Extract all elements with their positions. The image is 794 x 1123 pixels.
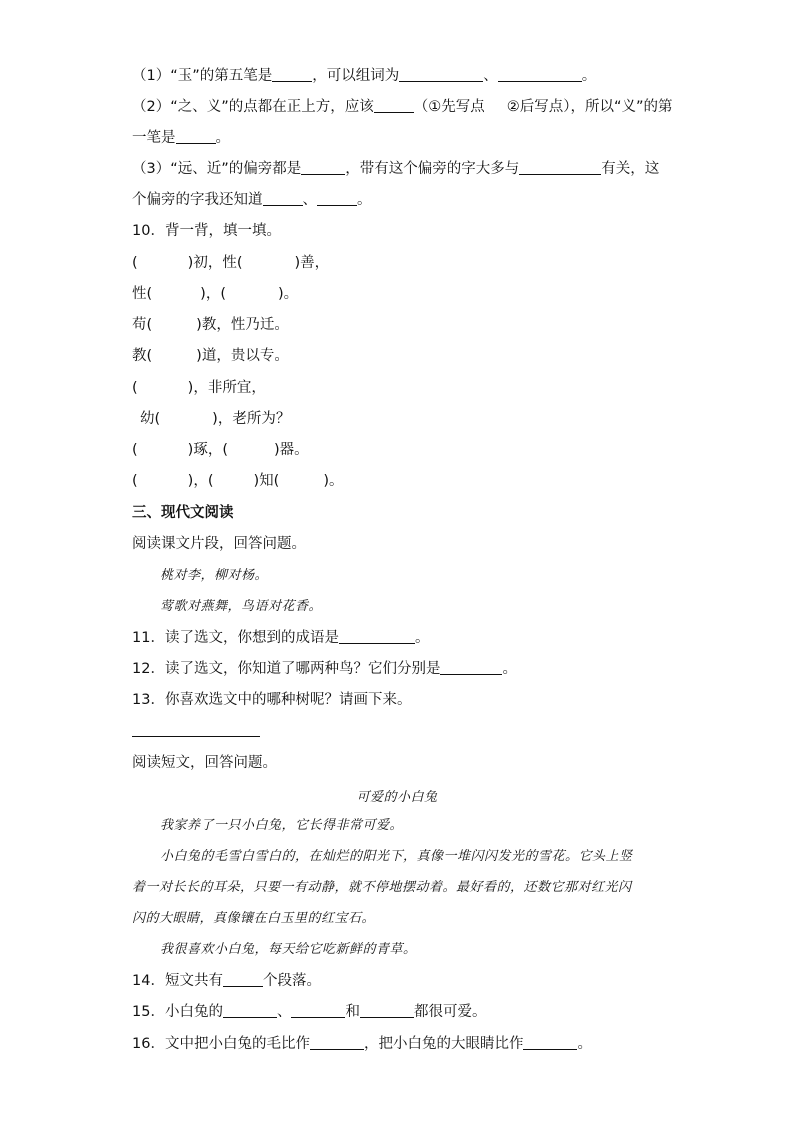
q13: 13．你喜欢选文中的哪种树呢？请画下来。: [132, 692, 412, 708]
q9-sub2-paren: （: [413, 99, 429, 115]
story-paragraph-2-line-2: 着一对长长的耳朵，只要一有动静，就不停地摆动着。最好看的，还数它那对红光闪: [132, 880, 632, 895]
q16: [132, 1034, 592, 1054]
answer-blank[interactable]: [339, 629, 415, 644]
story-title: 可爱的小白兔: [356, 790, 438, 805]
q16-text2: ，把小白兔的大眼睛比作: [363, 1036, 524, 1052]
q10-text: )。: [278, 286, 299, 302]
q15-and: 和: [345, 1004, 360, 1020]
q9-sub1-text: （1）“玉”的第五笔是: [132, 68, 273, 84]
q10-text: )教，性乃迁。: [196, 317, 289, 333]
answer-blank[interactable]: [223, 1003, 277, 1018]
q15-text: 15．小白兔的: [132, 1004, 223, 1020]
q9-sub2-text: （2）“之、义”的点都在正上方，应该: [132, 99, 374, 115]
q9-sub1-end: 。: [581, 68, 597, 84]
answer-blank[interactable]: [291, 1003, 345, 1018]
q10-line2: [132, 284, 298, 304]
q15-end: 都很可爱。: [413, 1004, 487, 1020]
q11: [132, 628, 429, 648]
q15-sep: 、: [276, 1004, 292, 1020]
q10-line1: [132, 253, 329, 273]
answer-blank[interactable]: [519, 160, 601, 175]
reading-instruction-2: 阅读短文，回答问题。: [132, 755, 277, 771]
q10-text: )，老所为？: [212, 411, 291, 427]
answer-blank[interactable]: [523, 1035, 577, 1050]
q16-end: 。: [577, 1036, 592, 1052]
q10-line3: [132, 315, 289, 335]
q12-text: 12．读了选文，你知道了哪两种鸟？它们分别是: [132, 661, 441, 677]
q10-text: 性(: [132, 286, 153, 302]
answer-blank[interactable]: [317, 191, 357, 206]
answer-blank[interactable]: [498, 67, 582, 82]
answer-blank[interactable]: [360, 1003, 414, 1018]
q10-text: 幼(: [140, 411, 161, 427]
q9-sub1-text2: ，可以组词为: [312, 68, 400, 84]
paren: (: [132, 442, 138, 458]
q9-sub2-option1: ①先写点: [428, 99, 485, 115]
q10-text: )。: [323, 473, 344, 489]
drawing-answer-line[interactable]: [132, 736, 260, 737]
q14-text: 14．短文共有: [132, 973, 223, 989]
q10-text: )，(: [200, 286, 226, 302]
q9-sub2-end: 。: [215, 130, 230, 146]
q10-line8: [132, 471, 344, 491]
q15: [132, 1002, 486, 1022]
section3-heading: 三、现代文阅读: [132, 505, 234, 521]
q10-line4: [132, 346, 289, 366]
q9-sub3-text3: 有关，这: [601, 161, 660, 177]
answer-blank[interactable]: [301, 160, 345, 175]
q10-line7: [132, 440, 309, 460]
answer-blank[interactable]: [374, 98, 414, 113]
q9-sub3-line1: [132, 159, 659, 179]
q9-sub3-end: 。: [357, 192, 372, 208]
answer-blank[interactable]: [223, 972, 263, 987]
q9-sub2-text3: 一笔是: [132, 130, 176, 146]
answer-blank[interactable]: [272, 67, 312, 82]
q10-line5: [132, 378, 266, 398]
paren: (: [132, 473, 138, 489]
story-paragraph-1: 我家养了一只小白兔，它长得非常可爱。: [160, 818, 404, 833]
q10-text: )琢，(: [187, 442, 228, 458]
q10-text: )善，: [294, 255, 330, 271]
q9-sub1-sep: 、: [483, 68, 498, 84]
q10-text: )道，贵以专。: [196, 348, 289, 364]
q9-sub2-option2: ②后写点）: [506, 99, 571, 115]
q10-text: 苟(: [132, 317, 153, 333]
q10-text: )知(: [253, 473, 280, 489]
q14-end: 个段落。: [262, 973, 321, 989]
q9-sub3-text: （3）“远、近”的偏旁都是: [132, 161, 302, 177]
q14: [132, 971, 321, 991]
q9-sub3-text2: ，带有这个偏旁的字大多与: [345, 161, 520, 177]
q10-title: 10．背一背，填一填。: [132, 223, 281, 239]
q12-end: 。: [502, 661, 517, 677]
answer-blank[interactable]: [263, 191, 303, 206]
answer-blank[interactable]: [310, 1035, 364, 1050]
q10-text: )器。: [274, 442, 309, 458]
story-paragraph-2-line-3: 闪的大眼睛，真像镶在白玉里的红宝石。: [132, 911, 376, 926]
answer-blank[interactable]: [399, 67, 483, 82]
q10-text: 教(: [132, 348, 153, 364]
q9-sub3-line2: [132, 190, 372, 210]
q10-text: )，非所宜，: [187, 380, 266, 396]
q10-text: )，(: [187, 473, 214, 489]
q12: [132, 659, 517, 679]
q9-sub3-text4: 个偏旁的字我还知道: [132, 192, 263, 208]
answer-blank[interactable]: [440, 660, 502, 675]
q10-text: )初，性(: [187, 255, 243, 271]
q11-text: 11．读了选文，你想到的成语是: [132, 630, 339, 646]
q9-sub2-text2: ，所以“义”的第: [570, 99, 673, 115]
story-paragraph-2-line-1: 小白兔的毛雪白雪白的，在灿烂的阳光下，真像一堆闪闪发光的雪花。它头上竖: [160, 849, 633, 864]
excerpt-line-2: 莺歌对燕舞，鸟语对花香。: [160, 599, 323, 614]
q16-text: 16．文中把小白兔的毛比作: [132, 1036, 310, 1052]
paren: (: [132, 380, 138, 396]
q9-sub3-sep: 、: [302, 192, 317, 208]
q11-end: 。: [414, 630, 430, 646]
q10-line6: [140, 409, 290, 429]
paren: (: [132, 255, 138, 271]
q9-sub2-line2: [132, 128, 230, 148]
story-paragraph-3: 我很喜欢小白兔，每天给它吃新鲜的青草。: [160, 942, 417, 957]
answer-blank[interactable]: [176, 129, 216, 144]
reading-instruction-1: 阅读课文片段，回答问题。: [132, 536, 306, 552]
q9-sub2-line1: [132, 97, 673, 117]
q9-sub1: [132, 66, 596, 86]
excerpt-line-1: 桃对李，柳对杨。: [160, 568, 269, 583]
